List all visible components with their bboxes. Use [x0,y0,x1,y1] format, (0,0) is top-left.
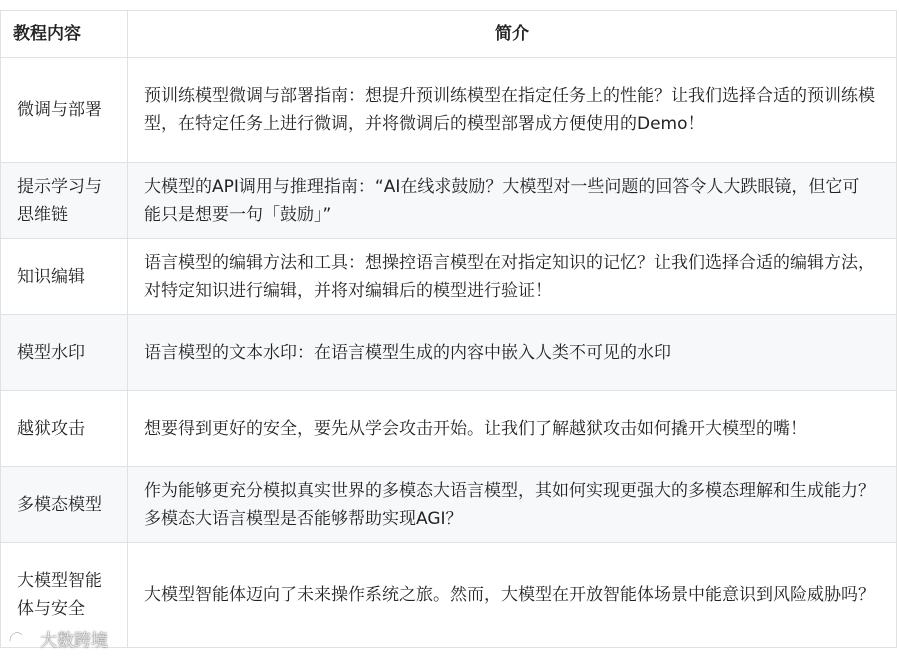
tutorial-table [0,10,897,648]
row-topic: 越狱攻击 [1,391,128,467]
table-row [1,391,897,467]
header-description: 简介 [128,11,897,58]
row-topic: 知识编辑 [1,239,128,315]
row-description: 想要得到更好的安全，要先从学会攻击开始。让我们了解越狱攻击如何撬开大模型的嘴！ [128,391,897,467]
table-row [1,543,897,648]
tutorial-table-container [0,10,899,648]
watermark-text: 大数跨境 [40,631,108,651]
row-topic: 微调与部署 [1,58,128,163]
table-row [1,315,897,391]
row-topic: 大模型智能体与安全 [1,543,128,648]
row-topic: 多模态模型 [1,467,128,543]
row-description: 语言模型的编辑方法和工具：想操控语言模型在对指定知识的记忆？让我们选择合适的编辑方法，对特定知识进行编辑，并将对编辑后的模型进行验证！ [128,239,897,315]
brand-logo-icon [6,627,36,650]
watermark [6,626,108,651]
row-topic: 模型水印 [1,315,128,391]
table-row [1,163,897,239]
row-description: 大模型的API调用与推理指南：“AI在线求鼓励？大模型对一些问题的回答令人大跌眼镜，但它可能只是想要一句「鼓励」” [128,163,897,239]
row-topic: 提示学习与思维链 [1,163,128,239]
table-header-row [1,11,897,58]
row-description: 语言模型的文本水印：在语言模型生成的内容中嵌入人类不可见的水印 [128,315,897,391]
table-row [1,239,897,315]
row-description: 预训练模型微调与部署指南：想提升预训练模型在指定任务上的性能？让我们选择合适的预训练模型，在特定任务上进行微调，并将微调后的模型部署成方便使用的Demo！ [128,58,897,163]
row-description: 大模型智能体迈向了未来操作系统之旅。然而，大模型在开放智能体场景中能意识到风险威胁吗？ [128,543,897,648]
table-row [1,58,897,163]
row-description: 作为能够更充分模拟真实世界的多模态大语言模型，其如何实现更强大的多模态理解和生成能力？多模态大语言模型是否能够帮助实现AGI？ [128,467,897,543]
header-topic: 教程内容 [1,11,128,58]
table-row [1,467,897,543]
